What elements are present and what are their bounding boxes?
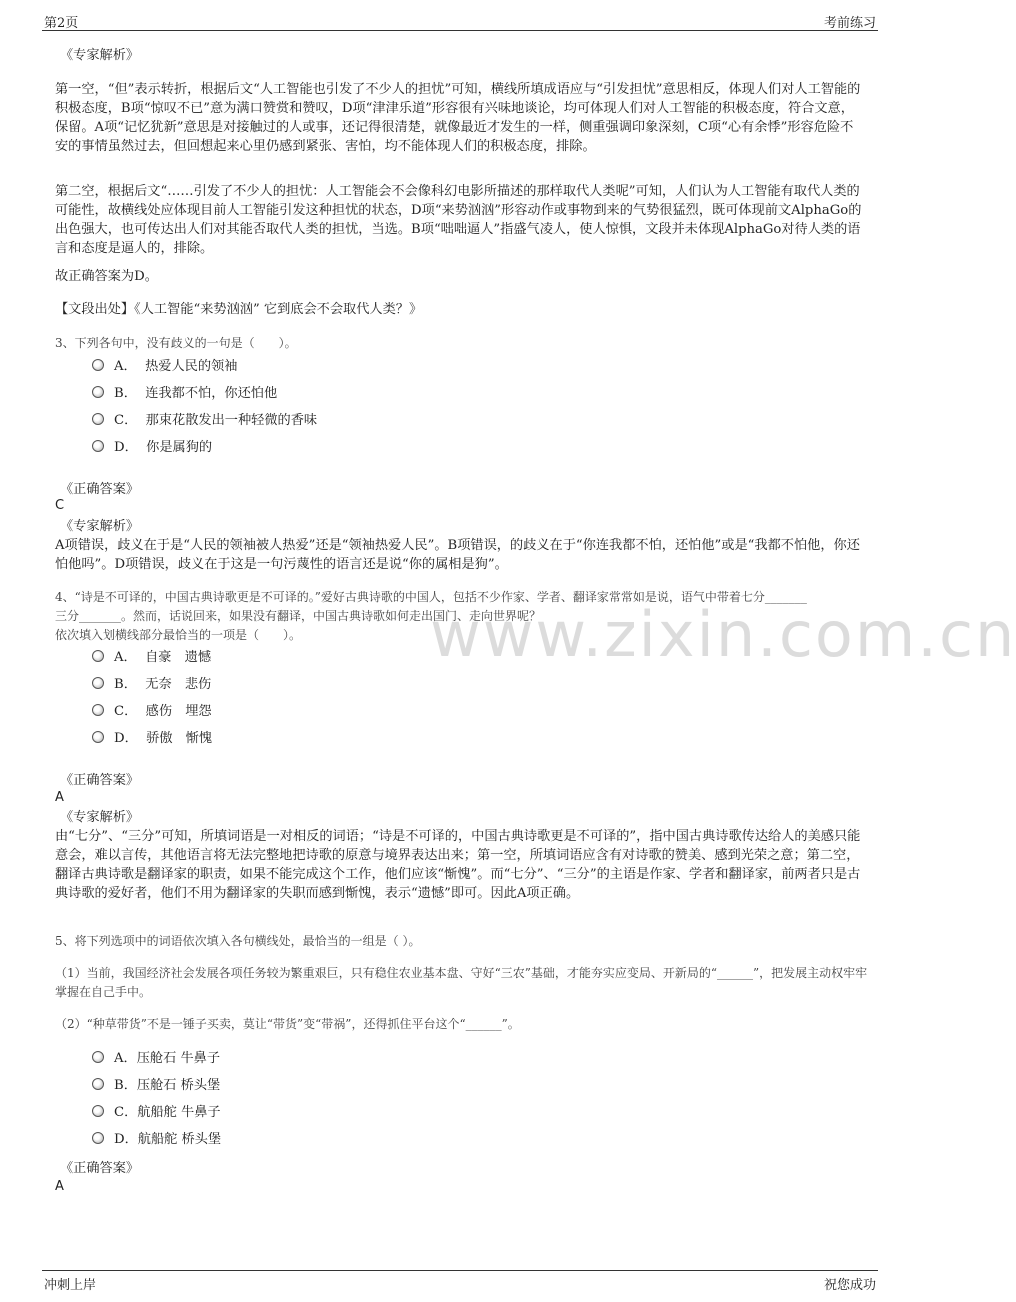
radio-icon[interactable]: [92, 386, 104, 398]
q4-option-c[interactable]: C． 感伤 埋怨: [92, 702, 212, 722]
q2-analysis-p2: 第二空，根据后文“……引发了不少人的担忧：人工智能会不会像科幻电影所描述的那样取代人类呢”可知，人们认为人工智能有取代人类的可能性，故横线处应体现目前人工智能引发这种担忧的状态，D项“来势汹汹”形容动作或事物到来的气势很猛烈，既可体现前文AlphaGo的出色强大，也可传达出人们对其能否取代人类的担忧，当选。B项“咄咄逼人”指盛气凌人，使人惊惧，文段并未体现AlphaGo对待人类的语言和态度是逼人的，排除。: [55, 184, 862, 256]
q2-analysis-p1: 第一空，“但”表示转折，根据后文“人工智能也引发了不少人的担忧”可知，横线所填成语应与“引发担忧”意思相反，体现人们对人工智能的积极态度，B项“惊叹不已”意为满口赞赏和赞叹，D项“津津乐道”形容很有兴味地谈论，均可体现人们对人工智能的积极态度，符合文意，保留。A项“记忆犹新”意思是对接触过的人或事，还记得很清楚，就像最近才发生的一样，侧重强调印象深刻，C项“心有余悸”形容危险不安的事情虽然过去，但回想起来心里仍感到紧张、害怕，均不能体现人们的积极态度，排除。: [55, 82, 861, 154]
header-title: 考前练习: [823, 16, 876, 31]
q5-option-b[interactable]: B．压舱石 桥头堡: [92, 1076, 220, 1096]
q5-stem: 5、将下列选项中的词语依次填入各句横线处，最恰当的一组是（ ）。: [55, 934, 421, 948]
page-footer: [42, 1270, 878, 1295]
q2-source: 【文段出处】《人工智能“来势汹汹” 它到底会不会取代人类？》: [55, 302, 423, 317]
page-number: 第2页: [44, 16, 79, 31]
q5-answer: A: [55, 1179, 64, 1194]
page-header: [42, 10, 878, 31]
radio-icon[interactable]: [92, 1105, 104, 1117]
radio-icon[interactable]: [92, 359, 104, 371]
radio-icon[interactable]: [92, 650, 104, 662]
q4-option-d[interactable]: D． 骄傲 惭愧: [92, 729, 212, 749]
q4-analysis-title: 《专家解析》: [60, 810, 140, 825]
q4-answer-title: 《正确答案》: [60, 773, 140, 788]
q4-stem-line3: 依次填入划横线部分最恰当的一项是（ ）。: [55, 628, 302, 642]
footer-right: 祝您成功: [823, 1278, 876, 1293]
q3-analysis: A项错误，歧义在于是“人民的领袖被人热爱”还是“领袖热爱人民”。B项错误，的歧义在于“你连我都不怕，还怕他”或是“我都不怕他，你还怕他吗”。D项错误，歧义在于这是一句污蔑性的语言还是说“你的属相是狗”。: [55, 538, 860, 572]
q4-stem-line2: 三分_______。然而，话说回来，如果没有翻译，中国古典诗歌如何走出国门、走向世界呢？: [55, 609, 542, 623]
radio-icon[interactable]: [92, 1051, 104, 1063]
q2-answer-line: 故正确答案为D。: [55, 269, 158, 284]
q4-stem-line1: 4、“诗是不可译的，中国古典诗歌更是不可译的。”爱好古典诗歌的中国人，包括不少作家、学者、翻译家常常如是说，语气中带着七分_______: [55, 590, 807, 604]
q3-option-d[interactable]: D． 你是属狗的: [92, 438, 212, 458]
q3-stem: 3、下列各句中，没有歧义的一句是（ ）。: [55, 336, 297, 350]
q4-option-b[interactable]: B． 无奈 悲伤: [92, 675, 211, 695]
q5-sentence-1: （1）当前，我国经济社会发展各项任务较为繁重艰巨，只有稳住农业基本盘、守好“三农”基础，才能夯实应变局、开新局的“______”，把发展主动权牢牢掌握在自己手中。: [55, 966, 868, 999]
q3-option-a[interactable]: A． 热爱人民的领袖: [92, 357, 237, 377]
watermark: www.zixin.com.cn: [430, 598, 1016, 671]
q4-analysis: 由“七分”、“三分”可知，所填词语是一对相反的词语；“诗是不可译的，中国古典诗歌更是不可译的”，指中国古典诗歌传达给人的美感只能意会，难以言传，其他语言将无法完整地把诗歌的原意与境界表达出来；第一空，所填词语应含有对诗歌的赞美、感到光荣之意；第二空，翻译古典诗歌是翻译家的职责，如果不能完成这个工作，他们应该“惭愧”。而“七分”、“三分”的主语是作家、学者和翻译家，前两者只是古典诗歌的爱好者，他们不用为翻译家的失职而感到惭愧，表示“遗憾”即可。因此A项正确。: [55, 829, 861, 901]
q4-answer: A: [55, 790, 64, 805]
q3-answer: C: [55, 498, 65, 513]
radio-icon[interactable]: [92, 677, 104, 689]
radio-icon[interactable]: [92, 1078, 104, 1090]
q3-option-c[interactable]: C． 那束花散发出一种轻微的香味: [92, 411, 317, 431]
footer-left: 冲刺上岸: [44, 1278, 97, 1293]
q5-option-c[interactable]: C．航船舵 牛鼻子: [92, 1103, 221, 1123]
radio-icon[interactable]: [92, 731, 104, 743]
q5-sentence-2: （2）“种草带货”不是一锤子买卖，莫让“带货”变“带祸”，还得抓住平台这个“______”。: [55, 1017, 520, 1031]
q3-option-b[interactable]: B． 连我都不怕，你还怕他: [92, 384, 277, 404]
q3-answer-title: 《正确答案》: [60, 482, 140, 497]
q5-option-d[interactable]: D．航船舵 桥头堡: [92, 1130, 221, 1150]
q2-analysis-title: 《专家解析》: [60, 48, 140, 63]
radio-icon[interactable]: [92, 1132, 104, 1144]
q4-option-a[interactable]: A． 自豪 遗憾: [92, 648, 211, 668]
q5-answer-title: 《正确答案》: [60, 1161, 140, 1176]
radio-icon[interactable]: [92, 413, 104, 425]
radio-icon[interactable]: [92, 440, 104, 452]
radio-icon[interactable]: [92, 704, 104, 716]
q5-option-a[interactable]: A．压舱石 牛鼻子: [92, 1049, 220, 1069]
q3-analysis-title: 《专家解析》: [60, 519, 140, 534]
